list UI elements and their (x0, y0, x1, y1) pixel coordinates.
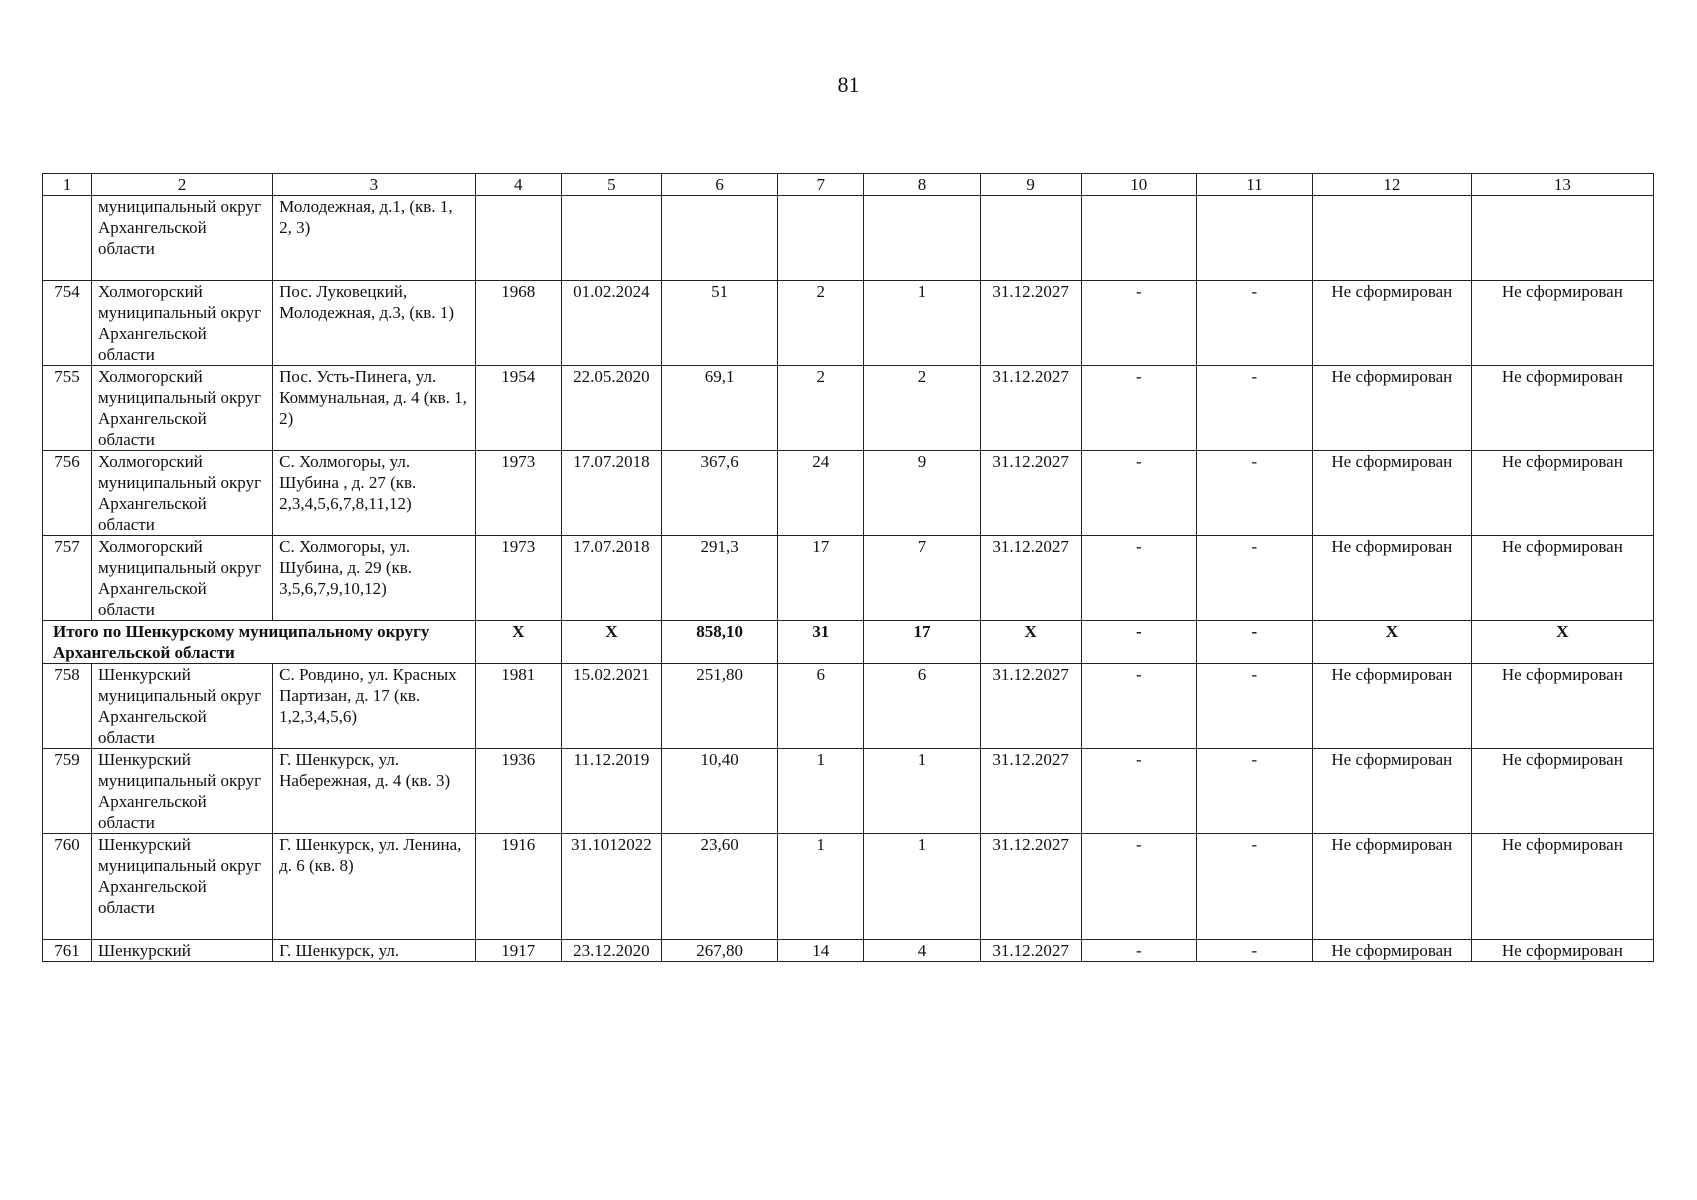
area-cell: 51 (662, 281, 778, 366)
area-cell: 267,80 (662, 940, 778, 962)
municipality-cell: муниципальный округ Архангельской области (92, 196, 273, 281)
cell (1081, 196, 1196, 281)
address-cell: С. Холмогоры, ул. Шубина, д. 29 (кв. 3,5,6,7,9,10,12) (273, 536, 475, 621)
col12-cell: Не сформирован (1312, 451, 1471, 536)
row-number: 755 (43, 366, 92, 451)
page-number: 81 (837, 72, 860, 97)
municipality-cell: Шенкурский (92, 940, 273, 962)
subtotal-col10: - (1081, 621, 1196, 664)
col11-cell: - (1196, 940, 1312, 962)
col8-cell: 7 (864, 536, 980, 621)
column-number: 4 (475, 174, 561, 196)
col10-cell: - (1081, 281, 1196, 366)
col12-cell: Не сформирован (1312, 366, 1471, 451)
year-cell: 1968 (475, 281, 561, 366)
year-cell: 1973 (475, 536, 561, 621)
cell (980, 196, 1081, 281)
subtotal-col9: X (980, 621, 1081, 664)
col10-cell: - (1081, 366, 1196, 451)
col10-cell: - (1081, 749, 1196, 834)
deadline-cell: 31.12.2027 (980, 834, 1081, 940)
column-number: 5 (561, 174, 661, 196)
area-cell: 10,40 (662, 749, 778, 834)
row-number: 761 (43, 940, 92, 962)
cell (1312, 196, 1471, 281)
col8-cell: 9 (864, 451, 980, 536)
subtotal-col8: 17 (864, 621, 980, 664)
area-cell: 367,6 (662, 451, 778, 536)
col11-cell: - (1196, 281, 1312, 366)
col8-cell: 1 (864, 834, 980, 940)
table-row (43, 749, 1654, 834)
col11-cell: - (1196, 451, 1312, 536)
cell (864, 196, 980, 281)
col13-cell: Не сформирован (1471, 451, 1653, 536)
municipality-cell: Шенкурский муниципальный округ Архангельской области (92, 749, 273, 834)
subtotal-row (43, 621, 1654, 664)
address-cell: Г. Шенкурск, ул. Набережная, д. 4 (кв. 3) (273, 749, 475, 834)
col13-cell: Не сформирован (1471, 749, 1653, 834)
col8-cell: 4 (864, 940, 980, 962)
area-cell: 69,1 (662, 366, 778, 451)
col10-cell: - (1081, 536, 1196, 621)
area-cell: 291,3 (662, 536, 778, 621)
col8-cell: 1 (864, 749, 980, 834)
col10-cell: - (1081, 940, 1196, 962)
deadline-cell: 31.12.2027 (980, 451, 1081, 536)
year-cell: 1973 (475, 451, 561, 536)
col11-cell: - (1196, 366, 1312, 451)
subtotal-col7: 31 (778, 621, 864, 664)
date-cell: 17.07.2018 (561, 536, 661, 621)
col13-cell: Не сформирован (1471, 940, 1653, 962)
column-number: 12 (1312, 174, 1471, 196)
row-number: 758 (43, 664, 92, 749)
col7-cell: 17 (778, 536, 864, 621)
column-number: 7 (778, 174, 864, 196)
col7-cell: 1 (778, 749, 864, 834)
col8-cell: 6 (864, 664, 980, 749)
col13-cell: Не сформирован (1471, 664, 1653, 749)
date-cell: 15.02.2021 (561, 664, 661, 749)
address-cell: С. Ровдино, ул. Красных Партизан, д. 17 (кв. 1,2,3,4,5,6) (273, 664, 475, 749)
subtotal-col11: - (1196, 621, 1312, 664)
year-cell: 1981 (475, 664, 561, 749)
table-row (43, 366, 1654, 451)
municipality-cell: Холмогорский муниципальный округ Архангельской области (92, 451, 273, 536)
col7-cell: 24 (778, 451, 864, 536)
subtotal-label: Итого по Шенкурскому муниципальному округу Архангельской области (43, 621, 476, 664)
row-number: 759 (43, 749, 92, 834)
cell (475, 196, 561, 281)
column-number: 2 (92, 174, 273, 196)
table-row (43, 664, 1654, 749)
address-cell: С. Холмогоры, ул. Шубина , д. 27 (кв. 2,3,4,5,6,7,8,11,12) (273, 451, 475, 536)
col13-cell: Не сформирован (1471, 281, 1653, 366)
col12-cell: Не сформирован (1312, 940, 1471, 962)
col12-cell: Не сформирован (1312, 664, 1471, 749)
column-number: 10 (1081, 174, 1196, 196)
municipality-cell: Шенкурский муниципальный округ Архангельской области (92, 664, 273, 749)
col8-cell: 2 (864, 366, 980, 451)
municipality-cell: Холмогорский муниципальный округ Архангельской области (92, 536, 273, 621)
col7-cell: 1 (778, 834, 864, 940)
column-number: 3 (273, 174, 475, 196)
cell (43, 196, 92, 281)
address-cell: Г. Шенкурск, ул. Ленина, д. 6 (кв. 8) (273, 834, 475, 940)
col13-cell: Не сформирован (1471, 834, 1653, 940)
date-cell: 01.02.2024 (561, 281, 661, 366)
year-cell: 1916 (475, 834, 561, 940)
col12-cell: Не сформирован (1312, 749, 1471, 834)
date-cell: 17.07.2018 (561, 451, 661, 536)
col13-cell: Не сформирован (1471, 366, 1653, 451)
year-cell: 1936 (475, 749, 561, 834)
address-cell: Пос. Луковецкий, Молодежная, д.3, (кв. 1) (273, 281, 475, 366)
column-number: 6 (662, 174, 778, 196)
deadline-cell: 31.12.2027 (980, 664, 1081, 749)
table-row-continuation (43, 196, 1654, 281)
date-cell: 23.12.2020 (561, 940, 661, 962)
year-cell: 1917 (475, 940, 561, 962)
municipality-cell: Шенкурский муниципальный округ Архангельской области (92, 834, 273, 940)
column-number: 8 (864, 174, 980, 196)
cell (662, 196, 778, 281)
subtotal-col5: X (561, 621, 661, 664)
municipality-cell: Холмогорский муниципальный округ Архангельской области (92, 366, 273, 451)
col7-cell: 6 (778, 664, 864, 749)
col7-cell: 2 (778, 366, 864, 451)
col7-cell: 14 (778, 940, 864, 962)
date-cell: 11.12.2019 (561, 749, 661, 834)
col12-cell: Не сформирован (1312, 834, 1471, 940)
municipality-cell: Холмогорский муниципальный округ Архангельской области (92, 281, 273, 366)
col11-cell: - (1196, 834, 1312, 940)
table-row (43, 834, 1654, 940)
date-cell: 31.1012022 (561, 834, 661, 940)
col12-cell: Не сформирован (1312, 536, 1471, 621)
subtotal-col13: X (1471, 621, 1653, 664)
col12-cell: Не сформирован (1312, 281, 1471, 366)
table-row (43, 536, 1654, 621)
deadline-cell: 31.12.2027 (980, 749, 1081, 834)
subtotal-area: 858,10 (662, 621, 778, 664)
year-cell: 1954 (475, 366, 561, 451)
column-number: 11 (1196, 174, 1312, 196)
deadline-cell: 31.12.2027 (980, 536, 1081, 621)
deadline-cell: 31.12.2027 (980, 940, 1081, 962)
column-number-row (43, 174, 1654, 196)
cell (1471, 196, 1653, 281)
row-number: 756 (43, 451, 92, 536)
col7-cell: 2 (778, 281, 864, 366)
subtotal-col12: X (1312, 621, 1471, 664)
col10-cell: - (1081, 834, 1196, 940)
cell (1196, 196, 1312, 281)
cell (561, 196, 661, 281)
col11-cell: - (1196, 749, 1312, 834)
row-number: 760 (43, 834, 92, 940)
table-row (43, 451, 1654, 536)
row-number: 757 (43, 536, 92, 621)
col11-cell: - (1196, 536, 1312, 621)
row-number: 754 (43, 281, 92, 366)
col11-cell: - (1196, 664, 1312, 749)
cell (778, 196, 864, 281)
date-cell: 22.05.2020 (561, 366, 661, 451)
column-number: 9 (980, 174, 1081, 196)
column-number: 13 (1471, 174, 1653, 196)
col10-cell: - (1081, 664, 1196, 749)
subtotal-col4: X (475, 621, 561, 664)
address-cell: Пос. Усть-Пинега, ул. Коммунальная, д. 4 (кв. 1, 2) (273, 366, 475, 451)
table-row (43, 281, 1654, 366)
deadline-cell: 31.12.2027 (980, 366, 1081, 451)
table-row (43, 940, 1654, 962)
col8-cell: 1 (864, 281, 980, 366)
column-number: 1 (43, 174, 92, 196)
address-cell: Г. Шенкурск, ул. (273, 940, 475, 962)
area-cell: 23,60 (662, 834, 778, 940)
address-cell: Молодежная, д.1, (кв. 1, 2, 3) (273, 196, 475, 281)
area-cell: 251,80 (662, 664, 778, 749)
deadline-cell: 31.12.2027 (980, 281, 1081, 366)
col13-cell: Не сформирован (1471, 536, 1653, 621)
housing-registry-table (42, 173, 1654, 962)
col10-cell: - (1081, 451, 1196, 536)
